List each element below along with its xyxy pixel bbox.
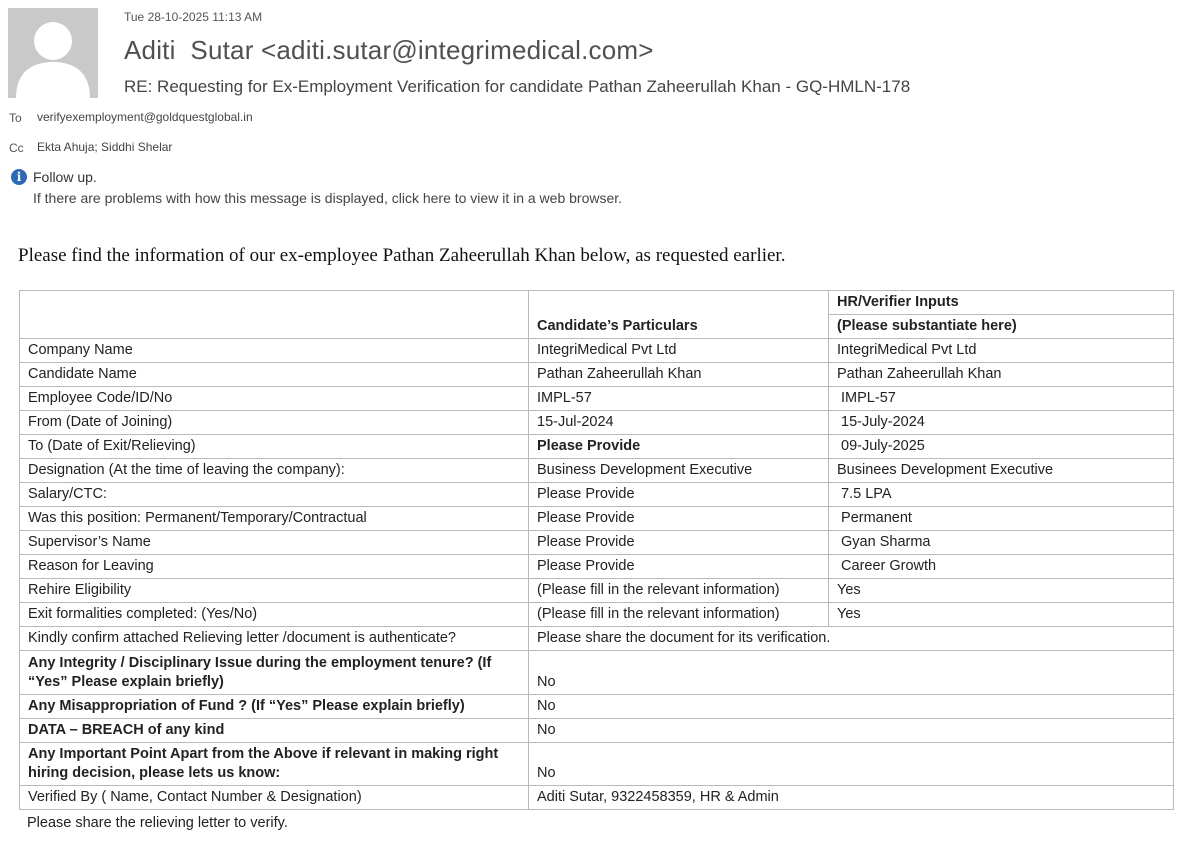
table-row xyxy=(20,435,1174,459)
row-value: No xyxy=(529,651,1174,695)
table-row xyxy=(20,743,1174,786)
table-row xyxy=(20,695,1174,719)
table-row xyxy=(20,555,1174,579)
hr-value: IntegriMedical Pvt Ltd xyxy=(829,339,1174,363)
cc-label: Cc xyxy=(9,141,24,155)
hr-value: Pathan Zaheerullah Khan xyxy=(829,363,1174,387)
row-label: DATA – BREACH of any kind xyxy=(20,719,529,743)
hr-value: Gyan Sharma xyxy=(829,531,1174,555)
row-label: Kindly confirm attached Relieving letter /document is authenticate? xyxy=(20,627,529,651)
email-header xyxy=(0,0,1186,215)
row-label: To (Date of Exit/Relieving) xyxy=(20,435,529,459)
row-label: Salary/CTC: xyxy=(20,483,529,507)
hr-value: Yes xyxy=(829,579,1174,603)
row-label: Candidate Name xyxy=(20,363,529,387)
person-icon xyxy=(8,8,98,98)
hr-value: 15-July-2024 xyxy=(829,411,1174,435)
row-label: Supervisor’s Name xyxy=(20,531,529,555)
candidate-value: (Please fill in the relevant information) xyxy=(529,579,829,603)
closing-note: Please share the relieving letter to verify. xyxy=(27,815,288,831)
candidate-value: Please Provide xyxy=(529,435,829,459)
sender-name: Aditi Sutar xyxy=(124,35,254,65)
hr-value: Yes xyxy=(829,603,1174,627)
row-label: Designation (At the time of leaving the company): xyxy=(20,459,529,483)
table-row xyxy=(20,579,1174,603)
message-intro: Please find the information of our ex-employee Pathan Zaheerullah Khan below, as requested earlier. xyxy=(18,245,786,266)
row-label: From (Date of Joining) xyxy=(20,411,529,435)
table-row xyxy=(20,459,1174,483)
table-row xyxy=(20,531,1174,555)
avatar xyxy=(8,8,98,98)
row-label: Rehire Eligibility xyxy=(20,579,529,603)
row-label: Verified By ( Name, Contact Number & Designation) xyxy=(20,786,529,810)
hr-value: Businees Development Executive xyxy=(829,459,1174,483)
row-label: Employee Code/ID/No xyxy=(20,387,529,411)
header-empty-cell xyxy=(20,291,529,339)
table-row xyxy=(20,483,1174,507)
table-header-row xyxy=(20,291,1174,315)
table-body xyxy=(20,339,1174,627)
table-row xyxy=(20,786,1174,810)
candidate-value: IntegriMedical Pvt Ltd xyxy=(529,339,829,363)
table-row xyxy=(20,363,1174,387)
to-recipient[interactable]: verifyexemployment@goldquestglobal.in xyxy=(37,110,253,124)
table-row xyxy=(20,387,1174,411)
timestamp: Tue 28-10-2025 11:13 AM xyxy=(124,10,263,24)
row-label: Exit formalities completed: (Yes/No) xyxy=(20,603,529,627)
candidate-value: Business Development Executive xyxy=(529,459,829,483)
candidate-particulars-header: Candidate’s Particulars xyxy=(529,291,829,339)
row-label: Reason for Leaving xyxy=(20,555,529,579)
candidate-value: Please Provide xyxy=(529,531,829,555)
table-row xyxy=(20,411,1174,435)
row-label: Any Integrity / Disciplinary Issue during the employment tenure? (If “Yes” Please explain briefly) xyxy=(20,651,529,695)
follow-up-flag: Follow up. xyxy=(33,169,97,185)
hr-value: Career Growth xyxy=(829,555,1174,579)
candidate-value: Please Provide xyxy=(529,483,829,507)
candidate-value: 15-Jul-2024 xyxy=(529,411,829,435)
row-label: Was this position: Permanent/Temporary/Contractual xyxy=(20,507,529,531)
candidate-value: Please Provide xyxy=(529,555,829,579)
candidate-value: (Please fill in the relevant information) xyxy=(529,603,829,627)
row-value: No xyxy=(529,743,1174,786)
candidate-value: Please Provide xyxy=(529,507,829,531)
info-icon: i xyxy=(11,169,27,185)
hr-value: Permanent xyxy=(829,507,1174,531)
cc-recipients[interactable]: Ekta Ahuja; Siddhi Shelar xyxy=(37,140,173,154)
hr-value: 09-July-2025 xyxy=(829,435,1174,459)
view-in-browser-notice[interactable]: If there are problems with how this message is displayed, click here to view it in a web browser. xyxy=(33,190,623,206)
row-label: Any Important Point Apart from the Above if relevant in making right hiring decision, please lets us know: xyxy=(20,743,529,786)
hr-value: IMPL-57 xyxy=(829,387,1174,411)
table-row xyxy=(20,651,1174,695)
sender[interactable] xyxy=(124,35,654,66)
table-row xyxy=(20,719,1174,743)
subject-line: RE: Requesting for Ex-Employment Verification for candidate Pathan Zaheerullah Khan - GQ-HMLN-178 xyxy=(124,77,911,96)
table-row xyxy=(20,603,1174,627)
table-row xyxy=(20,339,1174,363)
row-value: No xyxy=(529,719,1174,743)
table-row xyxy=(20,507,1174,531)
table-row xyxy=(20,627,1174,651)
candidate-value: IMPL-57 xyxy=(529,387,829,411)
row-value: No xyxy=(529,695,1174,719)
row-label: Company Name xyxy=(20,339,529,363)
hr-verifier-header: HR/Verifier Inputs xyxy=(829,291,1174,315)
hr-value: 7.5 LPA xyxy=(829,483,1174,507)
row-value: Please share the document for its verification. xyxy=(529,627,1174,651)
verification-table xyxy=(19,290,1174,810)
row-value: Aditi Sutar, 9322458359, HR & Admin xyxy=(529,786,1174,810)
row-label: Any Misappropriation of Fund ? (If “Yes” Please explain briefly) xyxy=(20,695,529,719)
sender-email: <aditi.sutar@integrimedical.com> xyxy=(261,35,654,65)
hr-verifier-subheader: (Please substantiate here) xyxy=(829,315,1174,339)
to-label: To xyxy=(9,111,22,125)
candidate-value: Pathan Zaheerullah Khan xyxy=(529,363,829,387)
